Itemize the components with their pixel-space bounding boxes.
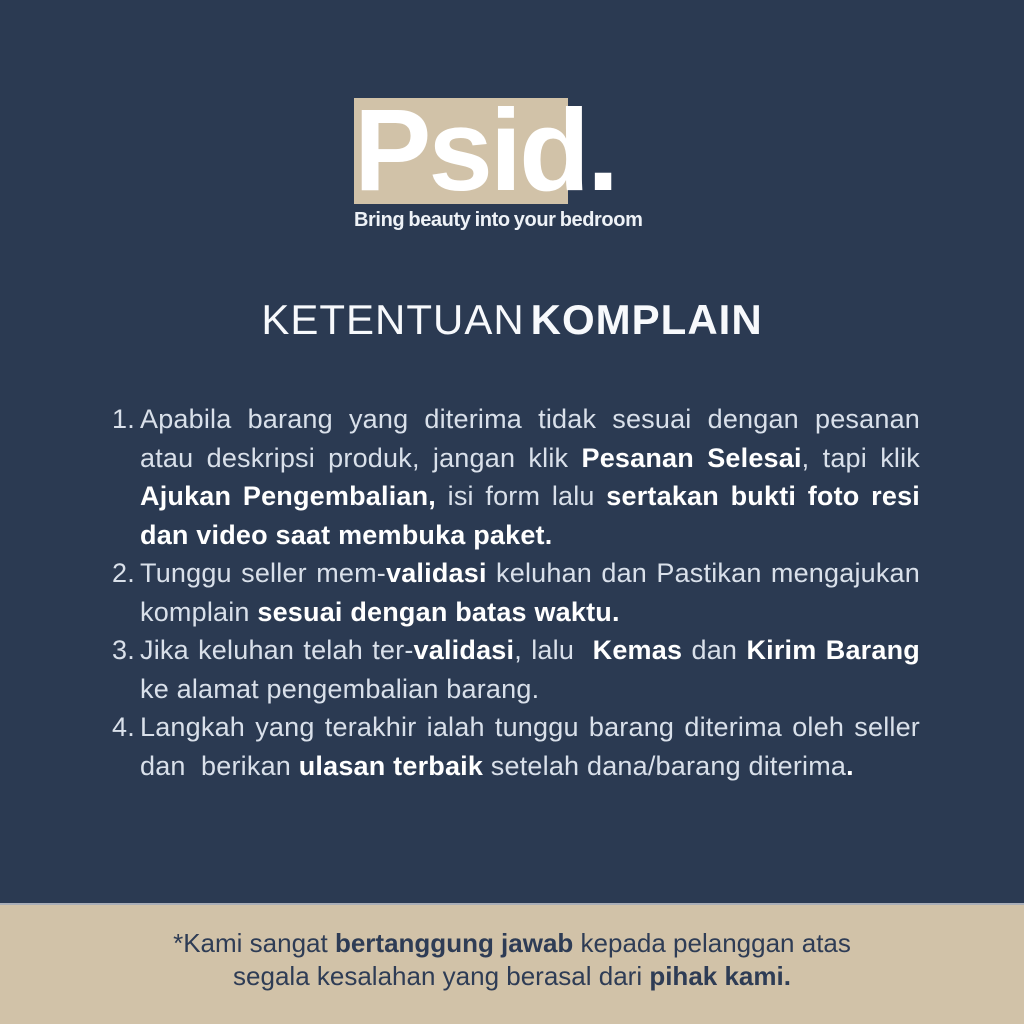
footer-disclaimer: *Kami sangat bertanggung jawab kepada pelanggan atas segala kesalahan yang berasal dari pihak kami.: [173, 928, 851, 991]
item-text: Tunggu seller mem-validasi keluhan dan Pastikan mengajukan komplain sesuai dengan batas waktu.: [140, 558, 920, 627]
brand-wordmark: Psid.: [354, 85, 617, 215]
item-text: Langkah yang terakhir ialah tunggu barang diterima oleh seller dan berikan ulasan terbaik setelah dana/barang diterima.: [140, 712, 920, 781]
brand-tagline: Bring beauty into your bedroom: [354, 209, 643, 231]
page-title-regular: KETENTUAN: [261, 296, 525, 343]
item-number: 1.: [112, 404, 135, 434]
terms-list-item-3: [112, 631, 920, 708]
terms-list-item-4: [112, 708, 920, 785]
item-text: Jika keluhan telah ter-validasi, lalu Kemas dan Kirim Barang ke alamat pengembalian barang.: [140, 635, 920, 704]
page-title-bold: KOMPLAIN: [530, 296, 763, 343]
item-number: 4.: [112, 712, 135, 742]
page-title: [0, 296, 1024, 344]
item-number: 3.: [112, 635, 135, 665]
item-text: Apabila barang yang diterima tidak sesuai dengan pesanan atau deskripsi produk, jangan klik Pesanan Selesai, tapi klik Ajukan Pengembalian, isi form lalu sertakan bukti foto resi dan video saat membuka paket.: [140, 404, 921, 550]
item-number: 2.: [112, 558, 135, 588]
terms-list: [112, 400, 920, 785]
brand-logo: [354, 85, 670, 232]
terms-list-item-2: [112, 554, 920, 631]
footer-bar: [0, 903, 1024, 1024]
terms-list-item-1: [112, 400, 920, 554]
